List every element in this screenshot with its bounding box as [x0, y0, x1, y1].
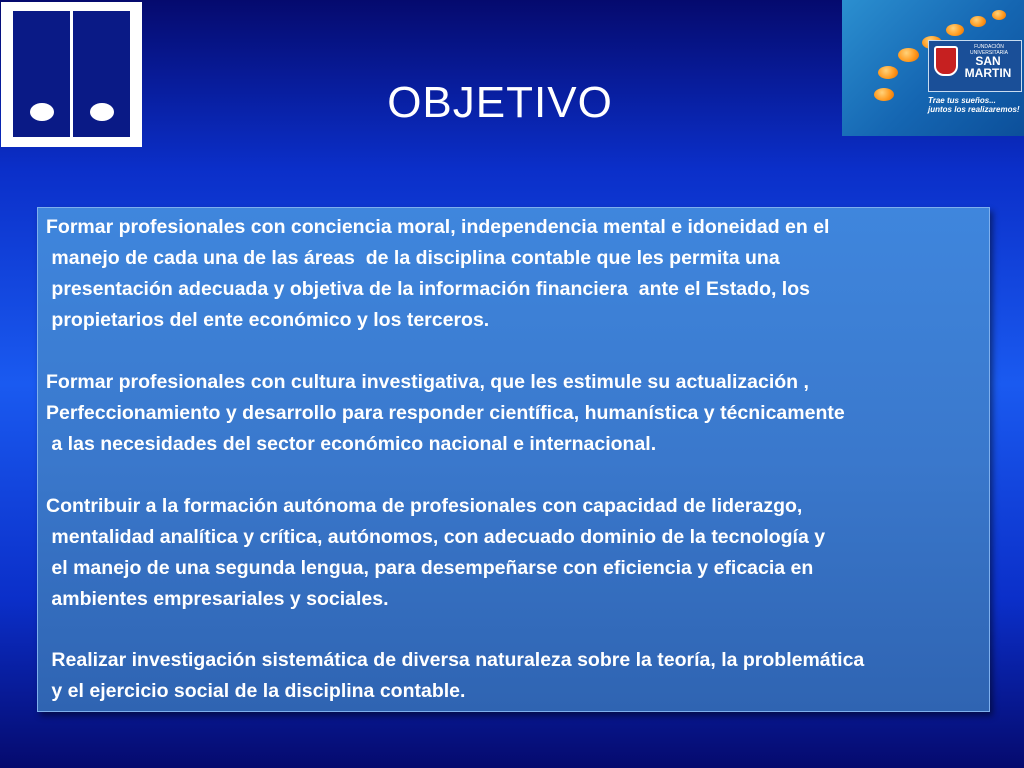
logo-orb — [970, 16, 986, 27]
logo-foundation-text: FUNDACIÓN UNIVERSITARIA — [970, 44, 1008, 56]
logo-orb — [898, 48, 919, 62]
logo-name-line2: MARTIN — [964, 66, 1012, 80]
slide-title: OBJETIVO — [387, 78, 613, 127]
logo-orb — [874, 88, 894, 101]
logo-slogan-line2: juntos los realizaremos! — [928, 105, 1020, 114]
left-logo-bar — [73, 11, 130, 137]
left-logo-dot — [30, 103, 54, 121]
objective-paragraph-3: Contribuir a la formación autónoma de profesionales con capacidad de liderazgo, mentalidad analítica y crítica, autónomos, con adecuado dominio de la tecnología y el manejo de una segunda lengua, para desempeñarse con eficiencia y eficacia en ambientes empresariales y sociales. — [46, 495, 826, 610]
logo-crest — [928, 40, 1022, 92]
objective-paragraph-1: Formar profesionales con conciencia moral, independencia mental e idoneidad en el manejo de cada una de las áreas de la disciplina contable que les permita una presentación adecuada y objetiva de la información financiera ante el Estado, los propietarios del ente económico y los terceros. — [46, 216, 830, 331]
objectives-panel — [37, 207, 990, 712]
objective-paragraph-2: Formar profesionales con cultura investigativa, que les estimule su actualización , Perfeccionamiento y desarrollo para responder científica, humanística y técnicamente a las necesidades del sector económico nacional e internacional. — [46, 371, 845, 455]
left-logo-bar — [13, 11, 70, 137]
left-logo-dot — [90, 103, 114, 121]
logo-orb — [946, 24, 964, 36]
logo-name-line1: SAN — [975, 54, 1001, 68]
left-logo — [1, 2, 142, 147]
shield-icon — [934, 46, 958, 76]
san-martin-logo — [842, 0, 1024, 136]
logo-slogan-line1: Trae tus sueños... — [928, 96, 996, 105]
logo-orb — [992, 10, 1006, 20]
objective-paragraph-4: Realizar investigación sistemática de diversa naturaleza sobre la teoría, la problemática y el ejercicio social de la disciplina contable. — [51, 649, 865, 702]
logo-orb — [878, 66, 898, 79]
logo-slogan — [928, 96, 1024, 114]
logo-name — [957, 55, 1019, 79]
